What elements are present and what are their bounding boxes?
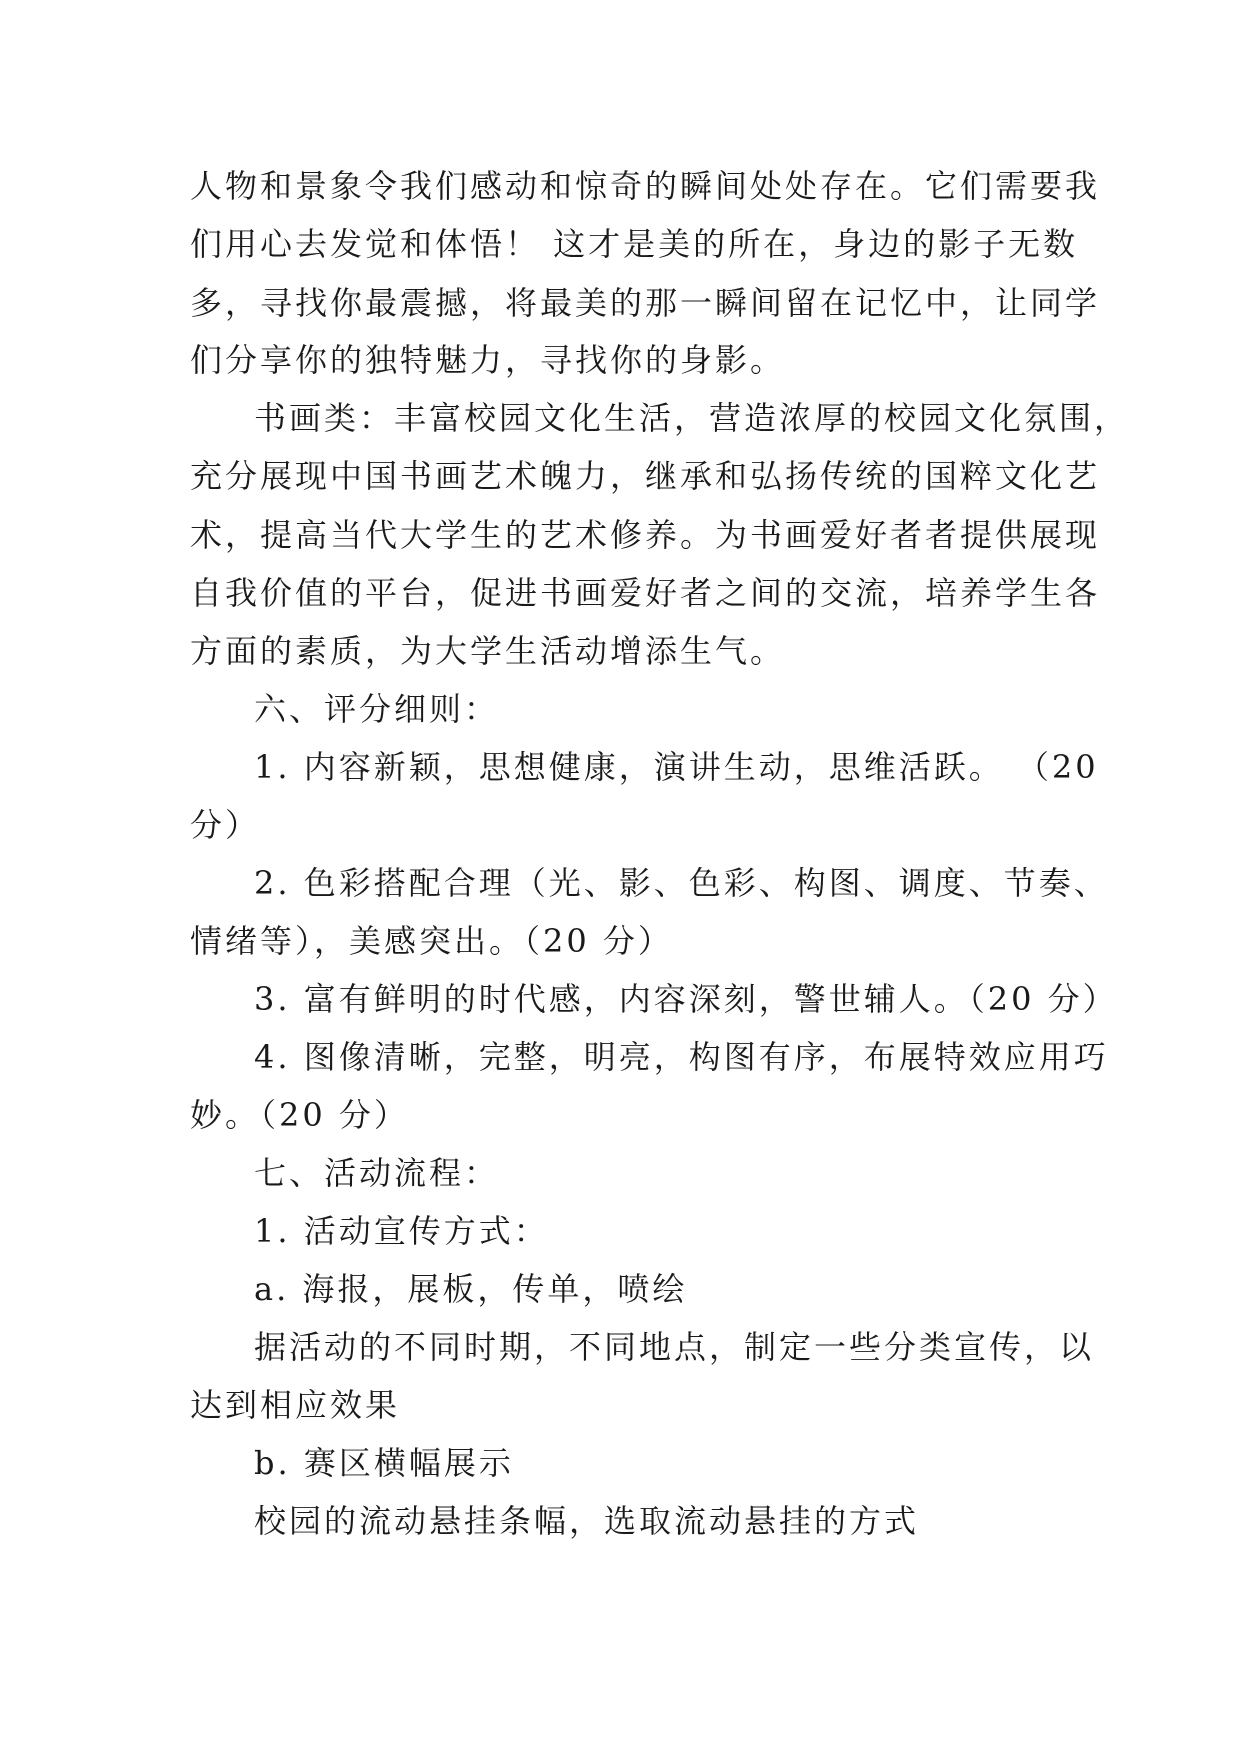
text-line: 多，寻找你最震撼，将最美的那一瞬间留在记忆中，让同学 [190, 284, 1101, 322]
text-line: 4. 图像清晰，完整，明亮，构图有序，布展特效应用巧 [254, 1038, 1109, 1076]
text-line: 们用心去发觉和体悟！ 这才是美的所在，身边的影子无数 [190, 225, 1079, 263]
text-line: 方面的素质，为大学生活动增添生气。 [190, 632, 786, 670]
text-line: b. 赛区横幅展示 [254, 1444, 514, 1482]
text-line: a. 海报，展板，传单，喷绘 [254, 1270, 688, 1308]
text-line: 1. 活动宣传方式： [254, 1212, 549, 1250]
text-line: 达到相应效果 [190, 1386, 401, 1424]
text-line: 3. 富有鲜明的时代感，内容深刻，警世辅人。（20 分） [254, 980, 1118, 1018]
text-line: 们分享你的独特魅力，寻找你的身影。 [190, 341, 786, 379]
text-line: 术，提高当代大学生的艺术修养。为书画爱好者者提供展现 [190, 516, 1101, 554]
text-line: 自我价值的平台，促进书画爱好者之间的交流，培养学生各 [190, 574, 1101, 612]
text-line: 情绪等），美感突出。（20 分） [190, 922, 673, 960]
section-heading: 六、评分细则： [254, 690, 500, 728]
text-line: 充分展现中国书画艺术魄力，继承和弘扬传统的国粹文化艺 [190, 457, 1101, 495]
text-line: 书画类：丰富校园文化生活，营造浓厚的校园文化氛围， [254, 399, 1130, 437]
text-line: 分） [190, 806, 261, 844]
text-line: 2. 色彩搭配合理（光、影、色彩、构图、调度、节奏、 [254, 864, 1109, 902]
text-line: 妙。（20 分） [190, 1096, 409, 1134]
text-line: 人物和景象令我们感动和惊奇的瞬间处处存在。它们需要我 [190, 167, 1101, 205]
text-line: 1. 内容新颖，思想健康，演讲生动，思维活跃。 （20 [254, 748, 1099, 786]
text-line: 据活动的不同时期，不同地点，制定一些分类宣传，以 [254, 1328, 1095, 1366]
text-line: 校园的流动悬挂条幅，选取流动悬挂的方式 [254, 1502, 920, 1540]
section-heading: 七、活动流程： [254, 1154, 500, 1192]
